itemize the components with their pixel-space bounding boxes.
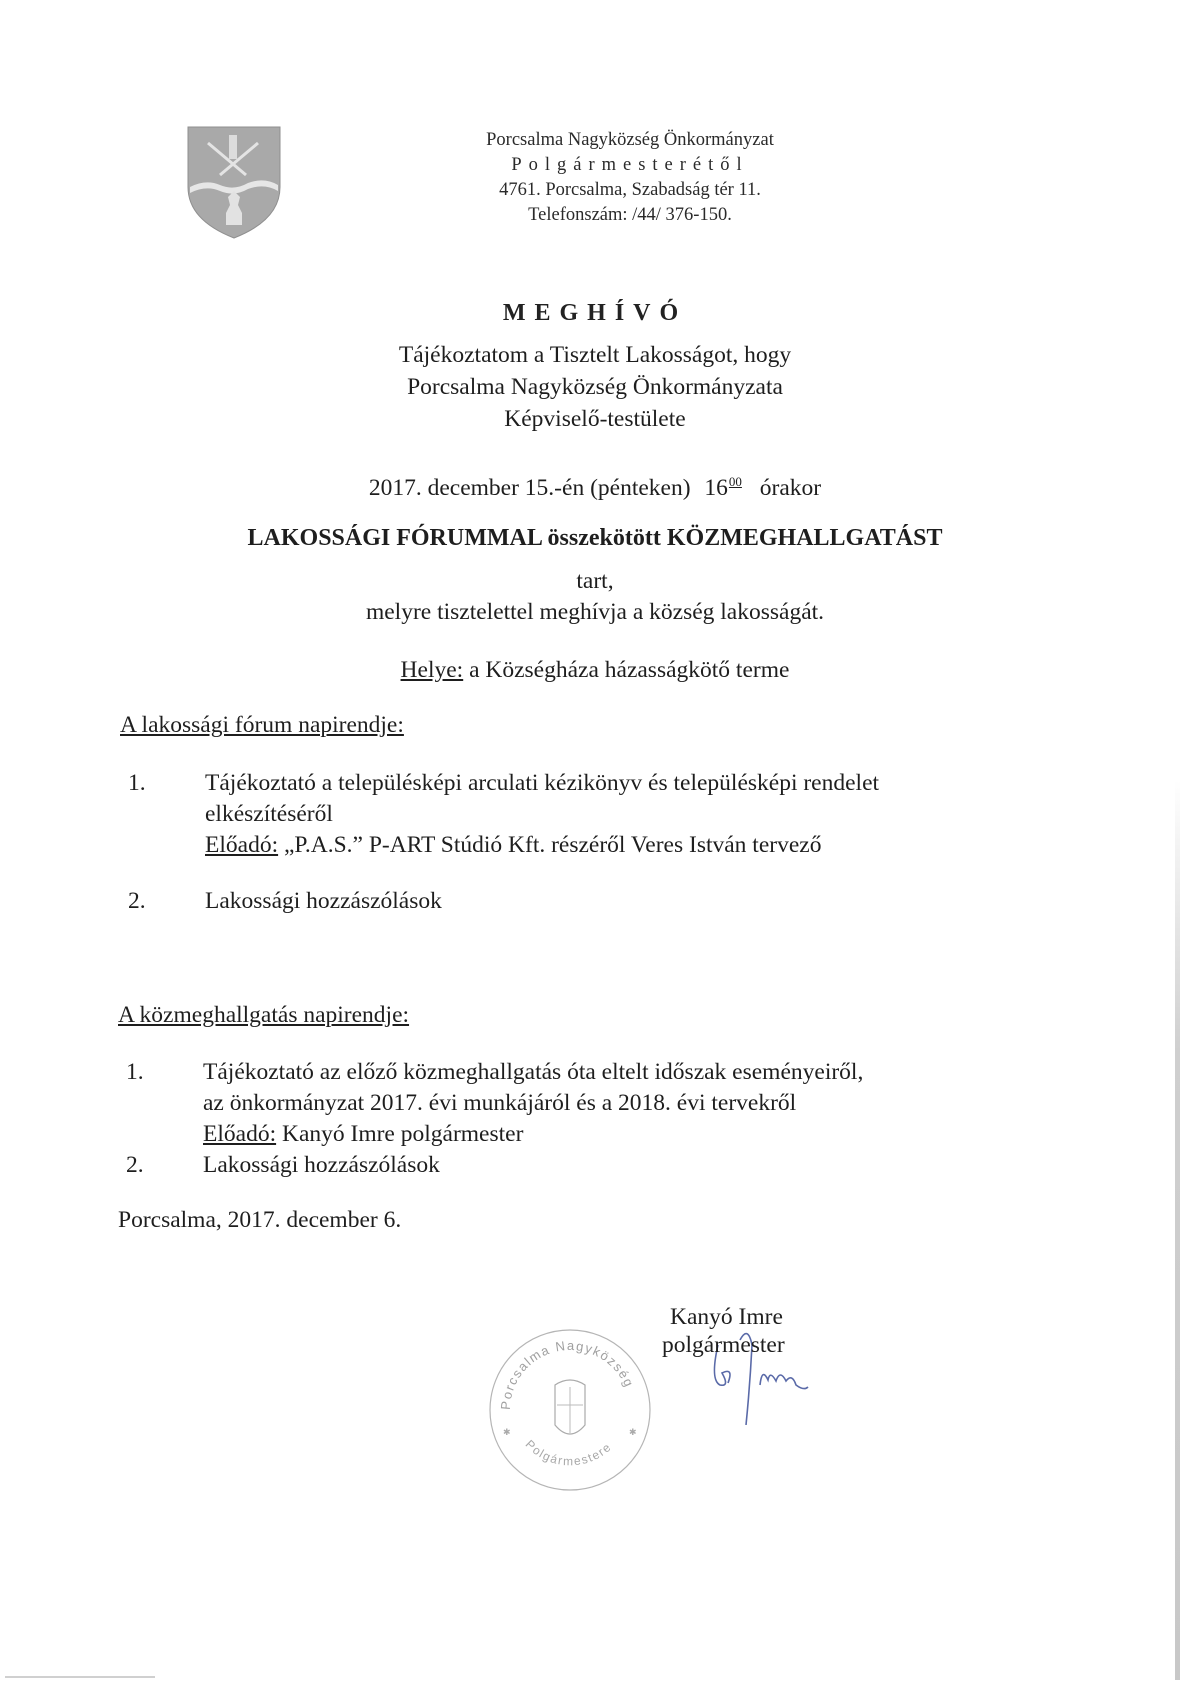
hearing-agenda-heading: A közmeghallgatás napirendje: — [118, 1002, 410, 1028]
page-title: MEGHÍVÓ — [502, 300, 688, 326]
org-name: Porcsalma Nagyközség Önkormányzat — [486, 130, 774, 150]
svg-text:✱: ✱ — [629, 1427, 637, 1437]
intro-line-3: Képviselő-testülete — [504, 406, 686, 432]
item-text-line-1: Lakossági hozzászólások — [203, 1152, 440, 1178]
hour: 16 — [704, 475, 728, 501]
intro-line-1: Tájékoztatom a Tisztelt Lakosságot, hogy — [398, 342, 792, 368]
item-presenter — [203, 1119, 1023, 1150]
office-name: Polgármesterétől — [511, 155, 749, 175]
presenter-name: Kanyó Imre polgármester — [281, 1121, 524, 1147]
intro-line-2: Porcsalma Nagyközség Önkormányzata — [407, 374, 783, 400]
event-invite: melyre tisztelettel meghívja a község lakosságát. — [365, 599, 825, 625]
item-text-line-2: elkészítéséről — [205, 801, 333, 827]
minutes: 00 — [728, 474, 742, 489]
date-line — [160, 466, 1030, 504]
address: 4761. Porcsalma, Szabadság tér 11. — [499, 180, 761, 200]
event-part-3: KÖZMEGHALLGATÁST — [666, 525, 943, 551]
signer-name: Kanyó Imre — [670, 1304, 783, 1330]
stamp-bottom-text: Polgármestere — [522, 1437, 615, 1469]
location-label: Helye: — [400, 657, 464, 683]
item-text-line-2: az önkormányzat 2017. évi munkájáról és a 2018. évi tervekről — [203, 1090, 797, 1116]
event-line — [160, 523, 1030, 554]
location-line — [160, 655, 1030, 686]
scan-edge-line — [1175, 780, 1180, 1680]
stamp-top-text: Porcsalma Nagyközség — [497, 1337, 638, 1411]
phone: Telefonszám: /44/ 376-150. — [528, 205, 732, 225]
item-text-line-1: Lakossági hozzászólások — [205, 888, 442, 914]
scan-bottom-line — [5, 1676, 155, 1678]
event-tart: tart, — [576, 568, 614, 594]
coat-of-arms-icon — [186, 125, 282, 240]
signer-title: polgármester — [662, 1332, 785, 1358]
place-date: Porcsalma, 2017. december 6. — [118, 1207, 402, 1233]
presenter-label: Előadó: — [203, 1121, 277, 1147]
presenter-label: Előadó: — [205, 832, 279, 858]
forum-agenda-heading: A lakossági fórum napirendje: — [120, 712, 404, 738]
date-text: 2017. december 15.-én (pénteken) — [368, 475, 691, 501]
item-number: 1. — [126, 1059, 144, 1085]
item-number: 2. — [126, 1152, 144, 1178]
item-text-line-1: Tájékoztató az előző közmeghallgatás óta eltelt időszak eseményeiről, — [203, 1059, 864, 1085]
item-presenter — [205, 830, 1025, 861]
hour-suffix: órakor — [759, 475, 822, 501]
item-number: 1. — [128, 770, 146, 796]
presenter-name: „P.A.S.” P-ART Stúdió Kft. részéről Veres István tervező — [283, 832, 822, 858]
item-number: 2. — [128, 888, 146, 914]
item-text-line-1: Tájékoztató a településképi arculati kézikönyv és településképi rendelet — [205, 770, 880, 796]
location-value: a Községháza házasságkötő terme — [469, 657, 790, 683]
event-part-2: összekötött — [547, 525, 661, 551]
official-stamp-icon — [485, 1325, 655, 1495]
svg-text:✱: ✱ — [503, 1427, 511, 1437]
svg-text:Polgármestere — [523, 1437, 615, 1468]
event-part-1: LAKOSSÁGI FÓRUMMAL — [247, 525, 542, 551]
